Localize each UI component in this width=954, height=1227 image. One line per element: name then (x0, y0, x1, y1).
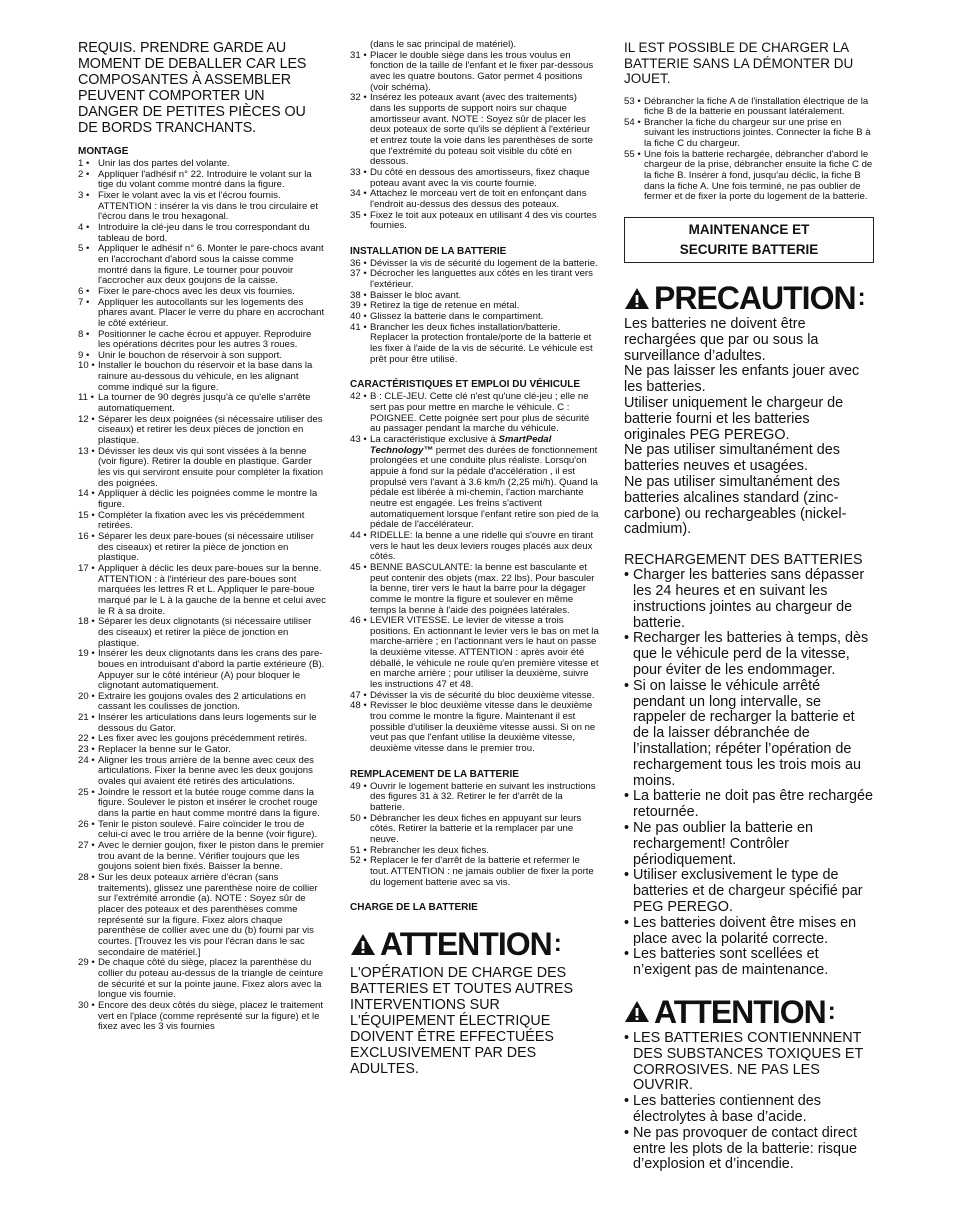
assembly-steps-list (78, 159, 326, 1033)
step-text: Joindre le ressort et la butée rouge comme dans la figure. Soulever le piston et insérer le crochet rouge dans la partie en haut comme montré dans la figure. (98, 786, 320, 820)
step-number: 43 • (350, 434, 367, 445)
step-text: (dans le sac principal de matériel). (370, 39, 517, 50)
section-title-battery-install: INSTALLATION DE LA BATTERIE (350, 245, 507, 257)
bullet-text: Si on laisse le véhicule arrêté pendant un long intervalle, se rappeler de recharger la batterie et de la laisser débranchée de l’installation; répéter l’opération de rechargement tous les trois mois au moins. (633, 677, 861, 789)
step-item (624, 118, 874, 150)
box-line-2: SECURITE BATTERIE (679, 242, 819, 258)
step-number: 13 • (78, 445, 95, 457)
warning-triangle-icon (624, 1000, 650, 1023)
step-item (78, 223, 326, 244)
step-item (350, 168, 600, 189)
charging-steps (624, 97, 874, 204)
bullet-mark: • (624, 567, 630, 584)
step-text: Replacer la benne sur le Gator. (98, 744, 231, 756)
bullet-text: La batterie ne doit pas être rechargée retournée. (633, 788, 874, 821)
column-right (624, 40, 874, 1173)
step-number: 55 • (624, 148, 641, 160)
step-item (78, 511, 326, 532)
step-text: Brancher la fiche du chargeur sur une prise en suivant les instructions jointes. Connecter la fiche B à la fiche C du chargeur. (644, 116, 871, 150)
step-text: Séparer les deux clignotants (si nécessaire utiliser des ciseaux) et retirer la pièce de jonction en plastique. (98, 616, 312, 649)
battery-install-steps (350, 259, 600, 366)
step-number: 44 • (350, 529, 367, 541)
step-number: 30 • (78, 999, 95, 1011)
step-item (624, 150, 874, 203)
bullet-mark: • (624, 1093, 630, 1110)
step-number: 4 • (78, 221, 90, 233)
step-number: 34 • (350, 188, 367, 200)
step-text: Décrocher les languettes aux côtés en les tirant vers l'extérieur. (370, 268, 593, 291)
step-text: Avec le dernier goujon, fixer le piston dans le premier trou avant de la benne. Vérifier toujours que les goujons soient bien fixés. Baisser la benne. (98, 840, 324, 873)
step-item (78, 447, 326, 490)
precaution-text (624, 317, 874, 538)
step-number: 26 • (78, 818, 95, 830)
recharge-title: RECHARGEMENT DES BATTERIES (624, 552, 863, 569)
bullet-item (624, 821, 874, 868)
attention-list (624, 1031, 874, 1173)
step-text: RIDELLE: la benne a une ridelle qui s'ouvre en tirant vers le haut les deux leviers rouges placés aux deux côtés. (370, 529, 594, 563)
step-text: Les fixer avec les goujons précédemment retirés. (98, 733, 308, 745)
maintenance-safety-box (624, 217, 874, 263)
step-item (78, 649, 326, 692)
bullet-mark: • (624, 630, 630, 647)
step-number: 9 • (78, 349, 90, 361)
step-item (350, 189, 600, 210)
step-item (78, 489, 326, 510)
step-number: 31 • (350, 49, 367, 61)
section-title-battery-charge: CHARGE DE LA BATTERIE (350, 902, 478, 914)
step-item (350, 435, 600, 531)
step-text: Sur les deux poteaux arrière d'écran (sans traitements), glissez une parenthèse noire de collier sur l'extrémité arrondie (a). NOTE : Soyez sûr de placer des poteaux et des parenthèses comme représenté sur la figure. Fixez alors chaque parenthèse de collier avec une du (b) fourni par vis courtes. [Trouvez les vis pour l'écran dans le sac secondaire de matériel.] (98, 871, 318, 958)
step-number: 20 • (78, 690, 95, 702)
step-item (350, 563, 600, 616)
step-text: Brancher les deux fiches installation/batterie. Replacer la protection frontale/porte de la batterie et les fixer à l'aide de la vis de sécurité. Le véhicule est prêt pour être utilisé. (370, 321, 593, 365)
step-text: Unir las dos partes del volante. (98, 158, 230, 169)
bullet-mark: • (624, 946, 630, 963)
step-text: Fixer le pare-chocs avec les deux vis fournies. (98, 285, 295, 297)
attention-heading (350, 927, 600, 961)
bullet-text: Utiliser exclusivement le type de batteries et de chargeur spécifié par PEG PEREGO. (633, 867, 863, 915)
step-number: 52 • (350, 855, 367, 867)
vehicle-features-list (350, 392, 600, 754)
step-number: 23 • (78, 744, 95, 756)
step-number: 12 • (78, 413, 95, 425)
step-number: 21 • (78, 712, 95, 724)
step-text: Appliquer à déclic les poignées comme le montre la figure. (98, 488, 318, 510)
precaution-colon: : (857, 284, 866, 312)
step-item (78, 692, 326, 713)
step-number: 46 • (350, 615, 367, 627)
bullet-text: LES BATTERIES CONTIENNNENT DES SUBSTANCES TOXIQUES ET CORROSIVES. NE PAS LES OUVRIR. (633, 1029, 864, 1094)
precaution-heading (624, 281, 874, 315)
step-number: 54 • (624, 116, 641, 128)
step-number: 38 • (350, 289, 367, 301)
step-text: Extraire les goujons ovales des 2 articulations en cassant les coulisses de jonction. (98, 690, 306, 713)
step-text-pre: La caractéristique exclusive à (370, 434, 499, 445)
step-number: 50 • (350, 812, 367, 824)
step-text: Glissez la batterie dans le compartiment. (370, 311, 544, 323)
step-number: 3 • (78, 189, 90, 201)
section-title-battery-replace: REMPLACEMENT DE LA BATTERIE (350, 768, 519, 780)
step-number: 37 • (350, 268, 367, 280)
step-item (78, 873, 326, 958)
bullet-text: Charger les batteries sans dépasser les 24 heures et en suivant les instructions jointes au chargeur de batterie. (633, 567, 865, 631)
step-item (350, 531, 600, 563)
attention-colon: : (553, 930, 562, 958)
step-item (350, 701, 600, 754)
step-item (78, 788, 326, 820)
charging-heading: IL EST POSSIBLE DE CHARGER LA BATTERIE SANS LA DÉMONTER DU JOUET. (624, 40, 854, 86)
step-number: 48 • (350, 700, 367, 712)
step-item (78, 564, 326, 617)
section-title-vehicle-features: CARACTÉRISTIQUES ET EMPLOI DU VÉHICULE (350, 379, 581, 391)
precaution-title: PRECAUTION (654, 280, 856, 317)
assembly-steps-continued (350, 40, 600, 232)
precaution-paragraph: Ne pas utiliser simultanément des batteries alcalines standard (zinc-carbone) ou rechargeables (nickel-cadmium). (624, 474, 847, 538)
step-text: Tenir le piston soulevé. Faire coïncider le trou de celui-ci avec le trou arrière de la benne (voir figure). (98, 818, 318, 841)
step-number: 36 • (350, 257, 367, 269)
step-text: Attachez le morceau vert de toit en enfonçant dans l'endroit au-dessus des dessus des poteaux. (370, 188, 587, 210)
bullet-text: Les batteries sont scellées et n’exigent pas de maintenance. (633, 946, 829, 979)
step-number: 1 • (78, 158, 90, 169)
step-number: 11 • (78, 392, 94, 404)
step-number: 24 • (78, 754, 95, 766)
bullet-text: Les batteries contiennent des électrolytes à base d’acide. (633, 1093, 822, 1125)
column-middle (350, 40, 600, 1077)
step-number: 8 • (78, 328, 90, 340)
bullet-mark: • (624, 867, 630, 884)
step-number: 33 • (350, 166, 367, 178)
step-item (78, 330, 326, 351)
attention-title-battery: ATTENTION (654, 993, 826, 1030)
step-text: B : CLE-JEU. Cette clé n'est qu'une clé-jeu ; elle ne sert pas pour mettre en marche le véhicule. C : POIGNEE. Cette poignée sert pour plus de sécurité au passager pendant la marche du véhicule. (370, 391, 590, 435)
step-item (78, 361, 326, 393)
unpacking-warning: REQUIS. PRENDRE GARDE AU MOMENT DE DEBALLER CAR LES COMPOSANTES À ASSEMBLER PEUVENT COMPORTER UN DANGER DE PETITES PIÈCES OU DE BORDS TRANCHANTS. (78, 40, 307, 136)
step-number: 7 • (78, 296, 90, 308)
step-number: 51 • (350, 844, 367, 856)
step-text: Baisser le bloc avant. (370, 289, 462, 301)
step-text: Insérer les articulations dans leurs logements sur le dessous du Gator. (98, 712, 317, 734)
bullet-item (624, 789, 874, 821)
step-number: 32 • (350, 92, 367, 104)
step-number: 25 • (78, 786, 95, 798)
brand-name: SmartPedal Technology™ (370, 434, 552, 456)
step-text: Encore des deux côtés du siège, placez le traitement vert en l'place (comme représenté sur la figure) et le fixez avec les 3 vis fournies (98, 999, 324, 1033)
step-text: Appliquer le adhésif n° 6. Monter le pare-chocs avant en l'accrochant d'abord sous la caisse comme montré dans la figure. Le tourner pour pouvoir l'accrocher aux deux goujons de la caisse. (98, 243, 324, 287)
step-text: Rebrancher les deux fiches. (370, 844, 489, 856)
step-item (350, 323, 600, 366)
step-text: Ouvrir le logement batterie en suivant les instructions des figures 31 à 32. Retirer le fer d'arrêt de la batterie. (370, 780, 596, 813)
step-text: Positionner le cache écrou et appuyer. Reproduire les opérations décrites pour les autres 3 roues. (98, 328, 312, 351)
step-text: Du côté en dessous des amortisseurs, fixez chaque poteau avant avec la vis courte fournie. (370, 166, 590, 189)
step-item (350, 93, 600, 168)
step-number: 2 • (78, 168, 90, 180)
bullet-mark: • (624, 914, 630, 931)
step-text: Fixer le volant avec la vis et l'écrou fournis. ATTENTION : insérer la vis dans le trou circulaire et l'écrou dans le trou hexagonal. (98, 189, 319, 223)
step-text: Une fois la batterie rechargée, débrancher d'abord le chargeur de la prise, débrancher ensuite la fiche C de la fiche B. Insérer à fond, jusqu'au déclic, la fiche B dans la fiche A. Une fois terminé, ne pas oublier de fermer et de fixer la porte du logement de la batterie. (644, 148, 873, 203)
step-text: Dévisser la vis de sécurité du logement de la batterie. (370, 257, 598, 269)
step-item (78, 244, 326, 287)
bullet-item (624, 916, 874, 948)
bullet-text: Ne pas oublier la batterie en rechargement! Contrôler périodiquement. (633, 819, 813, 868)
step-text: LEVIER VITESSE. Le levier de vitesse a trois positions. En actionnant le levier vers le bas on met la marche-arrière ; en l'actionnant vers le haut on passe la deuxième vitesse. ATTENTION : après avoir été déballé, le véhicule ne roule qu'en première vitesse et en marche arrière ; pour utiliser la deuxième, suivre les instructions 47 et 48. (370, 615, 599, 691)
column-left (78, 40, 326, 1033)
bullet-item (624, 947, 874, 979)
bullet-item (624, 631, 874, 678)
step-text: Insérez les poteaux avant (avec des traitements) dans les supports de support noirs sur chaque amortisseur avant. NOTE : Soyez sûr de placer les deux poteaux de sorte qu'ils se déplient à l'extérieur et entrez toute la voie dans les parenthèses de sorte que l'extrémité du poteau soit visible du côté en dessous. (370, 92, 593, 168)
step-number: 53 • (624, 95, 641, 107)
attention-text: L'OPÉRATION DE CHARGE DES BATTERIES ET TOUTES AUTRES INTERVENTIONS SUR L'ÉQUIPEMENT ÉLECTRIQUE DOIVENT ÊTRE EFFECTUÉES EXCLUSIVEMENT PAR DES ADULTES. (350, 965, 573, 1078)
step-item (78, 298, 326, 330)
bullet-mark: • (624, 788, 630, 805)
step-text: Revisser le bloc deuxième vitesse dans le deuxième trou comme le montre la figure. Maintenant il est possible d'utiliser la deuxième vitesse aussi. Si on ne veut pas que l'enfant utilise la deuxième vitesse, deuxième vitesse dans le premier trou. (370, 700, 596, 755)
step-item (78, 532, 326, 564)
step-item (350, 814, 600, 846)
step-text: Placer le double siège dans les trous voulus en fonction de la taille de l'enfant et le fixer par-dessous avec les quatre boutons. Gator permet 4 positions (voir schéma). (370, 49, 594, 93)
step-text: Appliquer l'adhésif n° 22. Introduire le volant sur la tige du volant comme montré dans la figure. (98, 168, 312, 191)
step-item (78, 191, 326, 223)
step-text: Unir le bouchon de réservoir à son support. (98, 349, 282, 361)
step-item (350, 211, 600, 232)
step-text: Appliquer les autocollants sur les logements des phares avant. Placer le verre du phare en accrochant le côté extérieur. (98, 296, 325, 329)
step-item (78, 393, 326, 414)
step-number: 49 • (350, 780, 367, 792)
bullet-mark: • (624, 677, 630, 694)
step-item (78, 841, 326, 873)
bullet-item (624, 868, 874, 915)
step-text: Insérer les deux clignotants dans les crans des pare-boues en introduisant d'abord la partie extérieure (B). Appuyer sur le côté intérieur (A) pour bloquer le clignotant automatiquement. (98, 648, 325, 692)
step-item (78, 170, 326, 191)
step-item (78, 756, 326, 788)
bullet-item (624, 1126, 874, 1173)
step-text: Compléter la fixation avec les vis précédemment retirées. (98, 509, 305, 532)
precaution-paragraph: Ne pas laisser les enfants jouer avec les batteries. (624, 363, 860, 396)
step-item (350, 269, 600, 290)
step-text: Dévisser la vis de sécurité du bloc deuxième vitesse. (370, 689, 595, 701)
step-number: 15 • (78, 509, 95, 521)
step-number: 27 • (78, 840, 95, 851)
step-number: 29 • (78, 957, 95, 969)
step-item (78, 958, 326, 1001)
step-item (78, 713, 326, 734)
step-item (78, 820, 326, 841)
precaution-paragraph: Utiliser uniquement le chargeur de batterie fourni et les batteries originales PEG PEREGO. (624, 395, 844, 443)
step-number: 6 • (78, 285, 90, 297)
attention-heading-battery (624, 995, 874, 1029)
step-text: Retirez la tige de retenue en métal. (370, 300, 520, 312)
step-number: 41 • (350, 321, 367, 333)
step-number: 45 • (350, 561, 367, 573)
box-line-1: MAINTENANCE ET (688, 222, 810, 238)
step-number: 19 • (78, 648, 95, 660)
bullet-item (624, 1031, 874, 1094)
step-text (370, 435, 600, 531)
step-text: Débrancher les deux fiches en appuyant sur leurs côtés. Retirer la batterie et la remplacer par une neuve. (370, 812, 582, 845)
step-item (624, 97, 874, 118)
step-number: 35 • (350, 209, 367, 221)
step-text: De chaque côté du siège, placez la parenthèse du collier du poteau au-dessus de la triangle de ceinture de sécurité et sur la pointe jaune. Fixez alors avec la longue vis fournie. (98, 957, 324, 1001)
bullet-text: Ne pas provoquer de contact direct entre les plots de la batterie: risque d’explosion et d’incendie. (633, 1124, 857, 1173)
step-text: Replacer le fer d'arrêt de la batterie et refermer le tout. ATTENTION : ne jamais oublier de fixer la porte du logement batterie avec sa vis. (370, 855, 594, 888)
step-number: 47 • (350, 689, 367, 701)
step-number: 16 • (78, 530, 95, 542)
step-text: Aligner les trous arrière de la benne avec ceux des articulations. Fixer la benne avec les deux goujons ovales qui avaient été retirés des articulations. (98, 754, 314, 788)
step-text: Installer le bouchon du réservoir et la base dans la rainure au-dessous du véhicule, en les alignant comme indiqué sur la figure. (98, 360, 313, 393)
bullet-item (624, 679, 874, 790)
step-item (78, 617, 326, 649)
battery-replace-steps (350, 782, 600, 889)
step-number: 10 • (78, 360, 95, 372)
step-text: Séparer les deux poignées (si nécessaire utiliser des ciseaux) et retirer les deux pièces de jonction en plastique. (98, 413, 323, 447)
step-number: 5 • (78, 243, 90, 255)
step-item (350, 51, 600, 94)
step-text: Appliquer à déclic les deux pare-boues sur la benne. ATTENTION : à l'intérieur des pare-boues sont marquées les lettres R et L. Appliquer le pare-boue marqué par le L à la gauche de la benne et celui avec le R à sa droite. (98, 562, 326, 617)
bullet-mark: • (624, 1124, 630, 1141)
bullet-text: Recharger les batteries à temps, dès que le véhicule perd de la vitesse, pour éviter de les endommager. (633, 630, 869, 678)
step-text: BENNE BASCULANTE: la benne est basculante et peut contenir des objets (max. 22 lbs). Pour basculer la benne, tirer vers le haut la barre pour la dégager comme le montre la figure et soulever en même temps la benne à l'aide des poignées latérales. (370, 561, 595, 616)
bullet-mark: • (624, 1029, 630, 1046)
step-item (78, 415, 326, 447)
bullet-mark: • (624, 819, 630, 836)
warning-triangle-icon (624, 287, 650, 310)
step-text: Fixez le toit aux poteaux en utilisant 4 des vis courtes fournies. (370, 209, 597, 232)
step-item (350, 856, 600, 888)
step-text: La tourner de 90 degrès jusqu'à ce qu'elle s'arrête automatiquement. (98, 392, 311, 415)
step-number: 18 • (78, 616, 95, 628)
step-text-rest: permet des durées de fonctionnement prolongées et une conduite plus réaliste. Lorsqu'on appuie à fond sur la pédale d'accélération , il est propulsé vers l'avant à 3.6 km/h (2,25 mi/h). Quand la pédale est libérée à mi-chemin, l'action marchante neutre est engagée. Les freins s'activent automatiquement lorsque l'enfant retire son pied de la pédale de l'accélérateur. (370, 444, 599, 531)
step-number: 22 • (78, 733, 95, 745)
precaution-paragraph: Ne pas utiliser simultanément des batteries neuves et usagées. (624, 442, 840, 475)
attention-colon-battery: : (827, 997, 836, 1025)
bullet-item (624, 1094, 874, 1126)
bullet-item (624, 568, 874, 631)
bullet-text: Les batteries doivent être mises en place avec la polarité correcte. (633, 914, 857, 947)
recharge-list (624, 568, 874, 979)
step-item (350, 616, 600, 691)
step-item (78, 287, 326, 298)
step-text: Séparer les deux pare-boues (si nécessaire utiliser des ciseaux) et retirer la pièce de jonction en plastique. (98, 530, 314, 564)
step-item (350, 782, 600, 814)
step-number: 14 • (78, 488, 95, 500)
precaution-paragraph: Les batteries ne doivent être rechargées que par ou sous la surveillance d’adultes. (624, 316, 819, 364)
step-number: 40 • (350, 311, 367, 323)
step-item (350, 392, 600, 435)
attention-title: ATTENTION (380, 926, 552, 963)
step-text: Introduire la clé-jeu dans le trou correspondant du tableau de bord. (98, 221, 310, 244)
section-title-montage: MONTAGE (78, 146, 129, 157)
step-number: 42 • (350, 391, 367, 403)
warning-triangle-icon (350, 933, 376, 956)
step-number: 28 • (78, 871, 95, 883)
step-text: Dévisser les deux vis qui sont vissées à la benne (voir figure). Retirer la double en plastique. Garder les vis qui serviront ensuite pour compléter la fixation des poignées. (98, 445, 324, 489)
step-text: Débrancher la fiche A de l'installation électrique de la fiche B de la batterie en poussant latéralement. (644, 95, 869, 118)
step-number: 39 • (350, 300, 367, 312)
step-item (78, 1001, 326, 1033)
step-number: 17 • (78, 562, 95, 574)
